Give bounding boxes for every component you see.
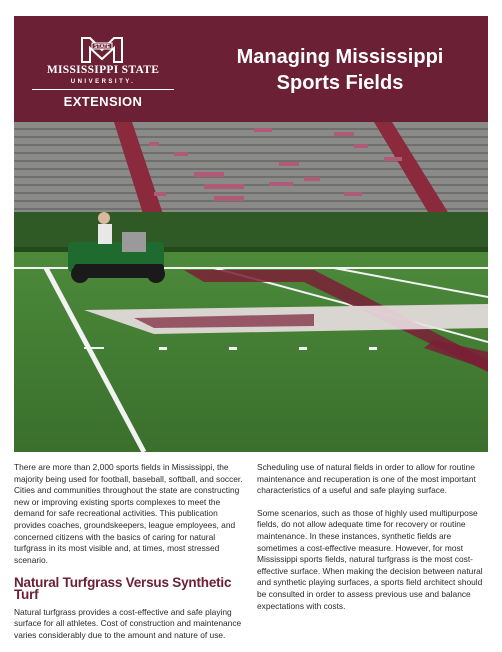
turfgrass-paragraph: Natural turfgrass provides a cost-effective and safe playing surface for all athletes. Cost of construction and maintenance varies considerably due to the amount and nature of use.	[14, 606, 242, 640]
title-line-2: Sports Fields	[276, 72, 404, 94]
page-title	[200, 44, 480, 96]
section-heading: Natural Turfgrass Versus Synthetic Turf	[14, 575, 232, 602]
body-column-left	[14, 462, 246, 652]
logo-university-word: UNIVERSITY.	[70, 79, 136, 85]
svg-text:STATE: STATE	[94, 44, 110, 50]
scheduling-paragraph: Scheduling use of natural fields in order to allow for routine maintenance and recuperation is one of the most important characteristics of a useful and safe playing surface.	[257, 462, 476, 496]
logo-university-name: MISSISSIPPI STATE	[46, 64, 160, 76]
header-banner	[14, 16, 488, 122]
m-state-logo-icon	[80, 34, 124, 64]
intro-paragraph: There are more than 2,000 sports fields in Mississippi, the majority being used for football, baseball, softball, and soccer. Cities and communities throughout the state are constructing new or improving existing sports complexes to meet the demand for safe recreational activities. This publication provides coaches, groundskeepers, league employees, and concerned citizens with the basics of caring for natural turfgrass in its most visible and, at times, most stressed scenario.	[14, 462, 243, 565]
logo-extension: EXTENSION	[63, 94, 143, 109]
body-column-right	[257, 462, 488, 623]
stadium-field-illustration	[14, 122, 488, 452]
title-line-1: Managing Mississippi	[236, 46, 444, 68]
synthetic-paragraph: Some scenarios, such as those of highly used multipurpose fields, do not allow adequate time for recovery or routine maintenance. In these instances, synthetic fields are sometimes a cost-effective measure. However, for most Mississippi sports fields, natural turfgrass is the most cost-effective surface. When making the decision between natural and synthetic playing surfaces, a sports field architect should be consulted in order to assess previous use and balance expectations with costs.	[257, 507, 483, 611]
logo-divider	[32, 89, 174, 90]
stadium-field-photo	[14, 122, 488, 452]
msu-extension-logo	[28, 34, 168, 118]
